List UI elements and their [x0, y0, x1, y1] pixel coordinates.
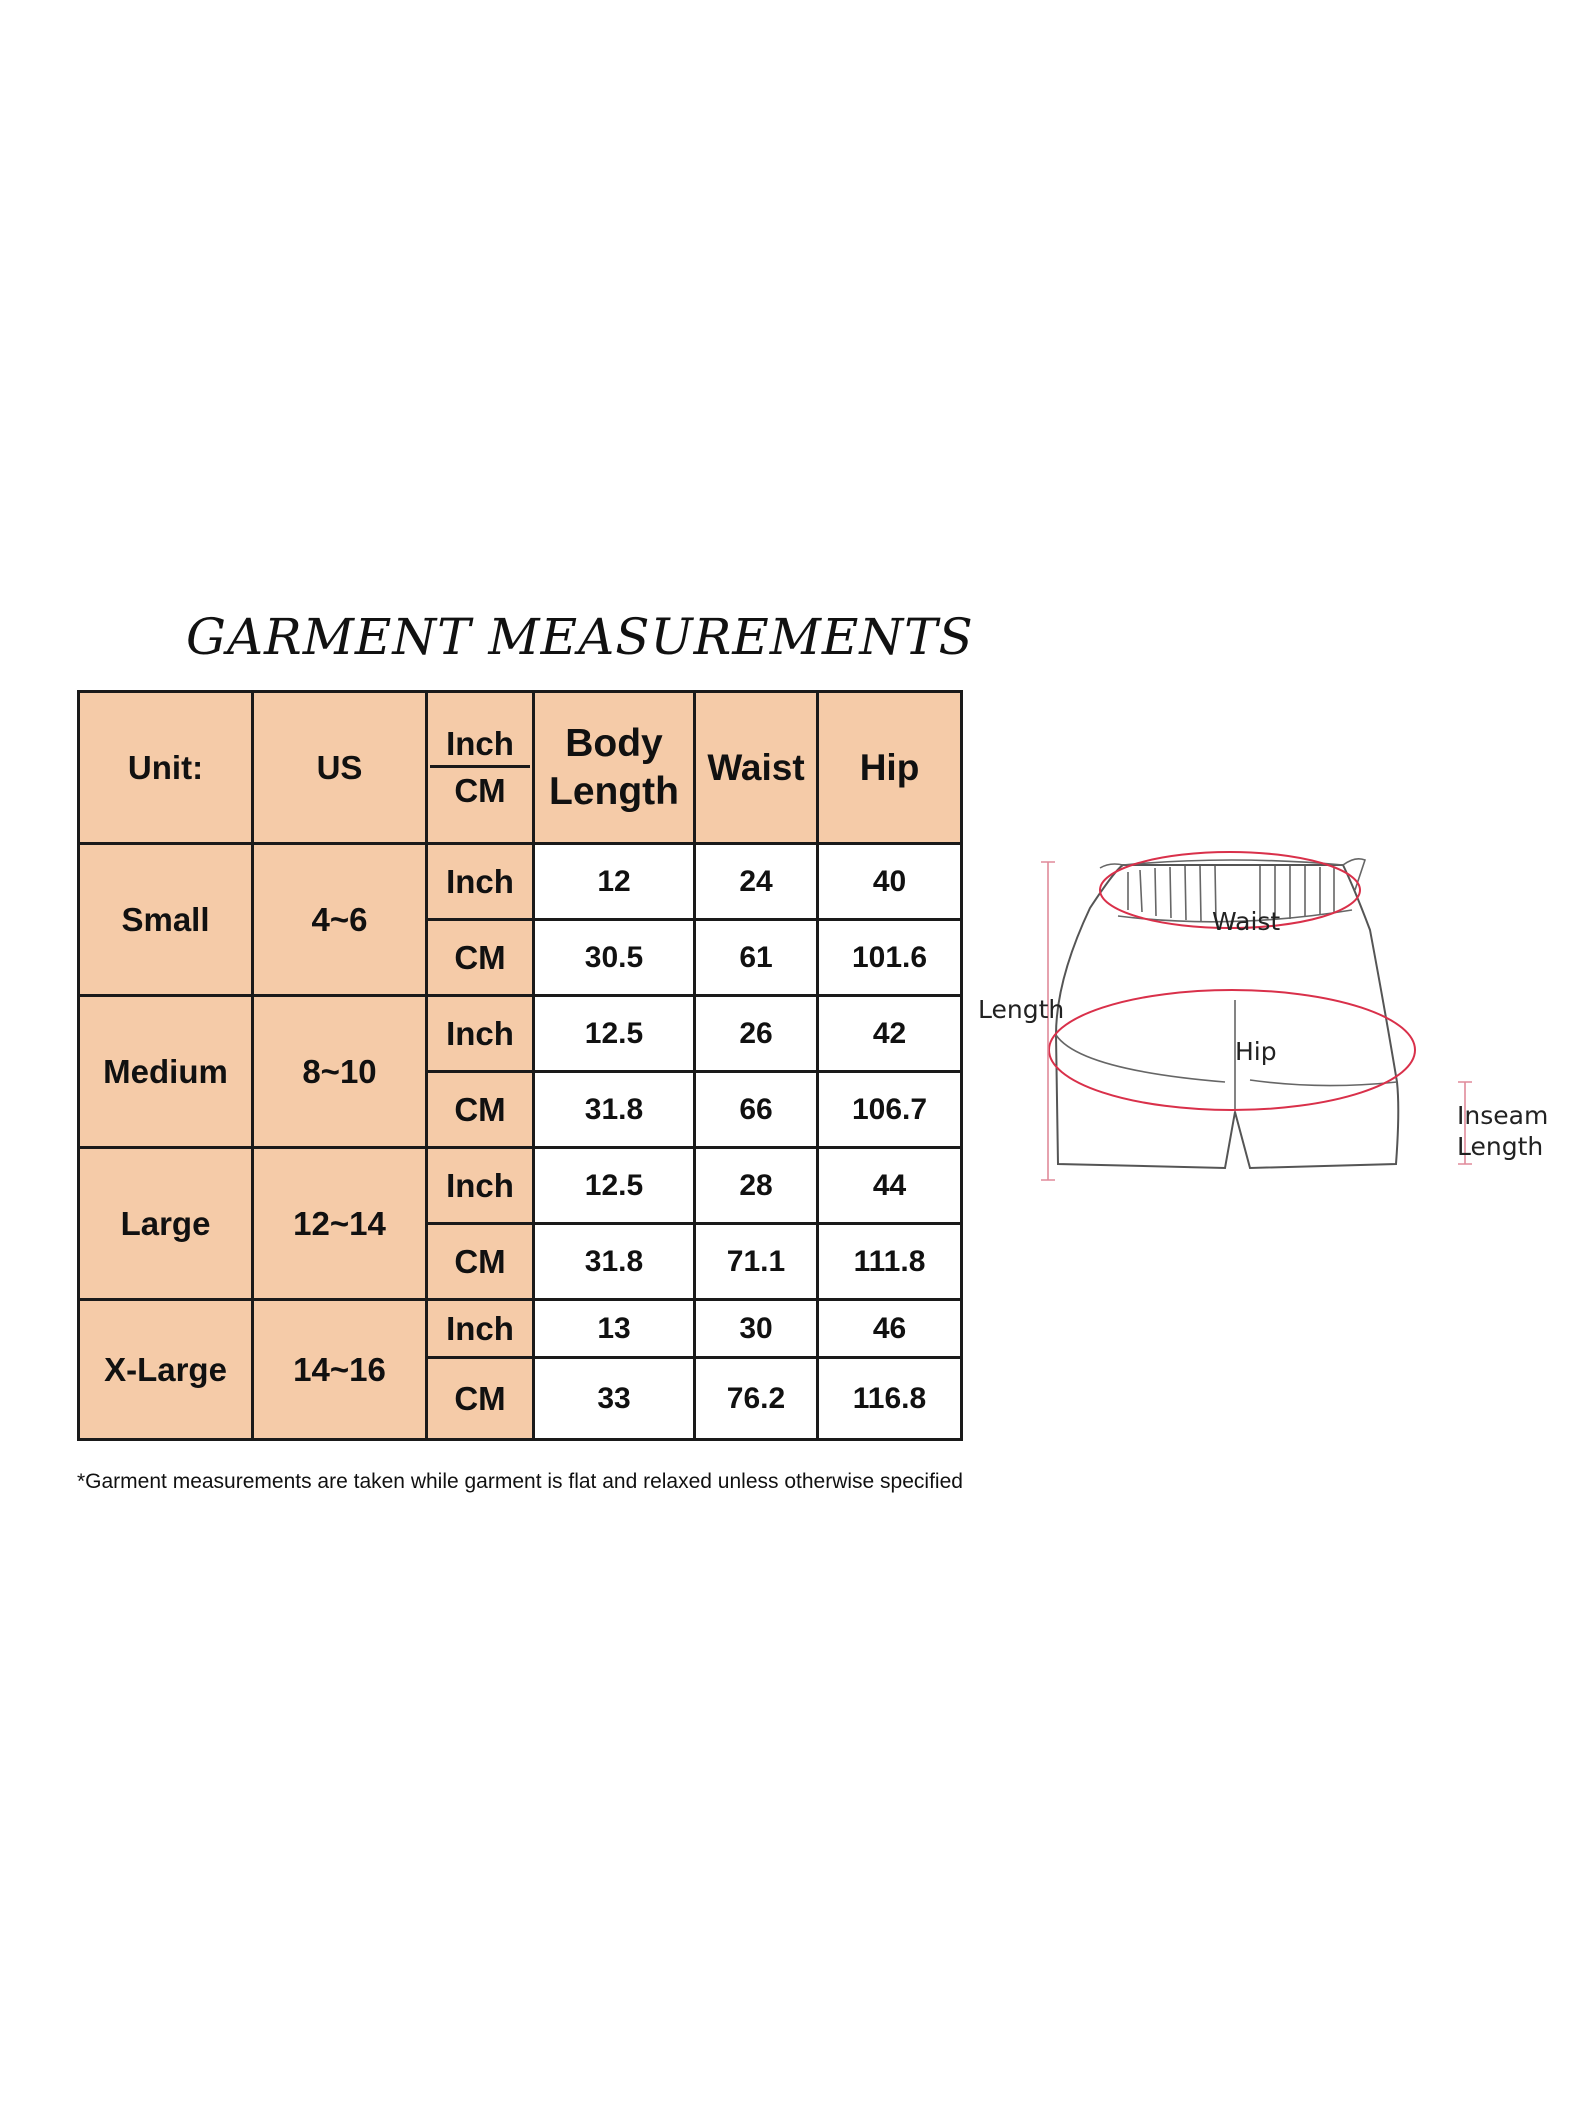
cell-waist: 76.2 — [695, 1358, 818, 1440]
table-row — [79, 996, 962, 1072]
cell-body-length: 31.8 — [534, 1224, 695, 1300]
table-row — [79, 844, 962, 920]
cell-hip: 116.8 — [818, 1358, 962, 1440]
cell-hip: 42 — [818, 996, 962, 1072]
table-row — [79, 1300, 962, 1358]
size-name: X-Large — [79, 1300, 253, 1440]
cell-body-length: 33 — [534, 1358, 695, 1440]
diagram-label-waist: Waist — [1212, 907, 1281, 936]
size-us: 14~16 — [253, 1300, 427, 1440]
diagram-label-inseam — [1457, 1100, 1548, 1162]
header-inch: Inch — [430, 725, 530, 768]
header-cm: CM — [454, 772, 506, 809]
size-us: 12~14 — [253, 1148, 427, 1300]
row-unit: CM — [427, 1072, 534, 1148]
header-body-length-line2: Length — [549, 769, 679, 813]
header-us: US — [253, 692, 427, 844]
shorts-diagram — [960, 850, 1560, 1190]
cell-hip: 111.8 — [818, 1224, 962, 1300]
cell-hip: 106.7 — [818, 1072, 962, 1148]
size-name: Small — [79, 844, 253, 996]
size-table — [77, 690, 963, 1441]
cell-waist: 28 — [695, 1148, 818, 1224]
cell-waist: 30 — [695, 1300, 818, 1358]
page-title: GARMENT MEASUREMENTS — [186, 608, 974, 666]
diagram-label-inseam-line2: Length — [1457, 1132, 1544, 1161]
size-us: 8~10 — [253, 996, 427, 1148]
row-unit: CM — [427, 920, 534, 996]
size-name: Medium — [79, 996, 253, 1148]
cell-waist: 61 — [695, 920, 818, 996]
cell-waist: 26 — [695, 996, 818, 1072]
size-name: Large — [79, 1148, 253, 1300]
row-unit: Inch — [427, 1148, 534, 1224]
cell-body-length: 12 — [534, 844, 695, 920]
cell-body-length: 12.5 — [534, 1148, 695, 1224]
cell-hip: 40 — [818, 844, 962, 920]
row-unit: Inch — [427, 844, 534, 920]
cell-waist: 66 — [695, 1072, 818, 1148]
row-unit: Inch — [427, 996, 534, 1072]
size-us: 4~6 — [253, 844, 427, 996]
measurement-note: *Garment measurements are taken while garment is flat and relaxed unless otherwise specified — [77, 1470, 963, 1493]
cell-body-length: 13 — [534, 1300, 695, 1358]
cell-waist: 24 — [695, 844, 818, 920]
row-unit: CM — [427, 1358, 534, 1440]
cell-hip: 101.6 — [818, 920, 962, 996]
cell-waist: 71.1 — [695, 1224, 818, 1300]
header-body-length-line1: Body — [565, 721, 663, 765]
cell-body-length: 31.8 — [534, 1072, 695, 1148]
header-hip: Hip — [818, 692, 962, 844]
header-unit: Unit: — [79, 692, 253, 844]
cell-body-length: 12.5 — [534, 996, 695, 1072]
cell-hip: 44 — [818, 1148, 962, 1224]
header-waist: Waist — [695, 692, 818, 844]
table-row — [79, 1148, 962, 1224]
cell-body-length: 30.5 — [534, 920, 695, 996]
diagram-label-hip: Hip — [1235, 1037, 1277, 1066]
row-unit: CM — [427, 1224, 534, 1300]
cell-hip: 46 — [818, 1300, 962, 1358]
diagram-label-length: Length — [978, 995, 1065, 1024]
header-inch-cm — [427, 692, 534, 844]
header-body-length — [534, 692, 695, 844]
row-unit: Inch — [427, 1300, 534, 1358]
diagram-label-inseam-line1: Inseam — [1457, 1101, 1549, 1130]
